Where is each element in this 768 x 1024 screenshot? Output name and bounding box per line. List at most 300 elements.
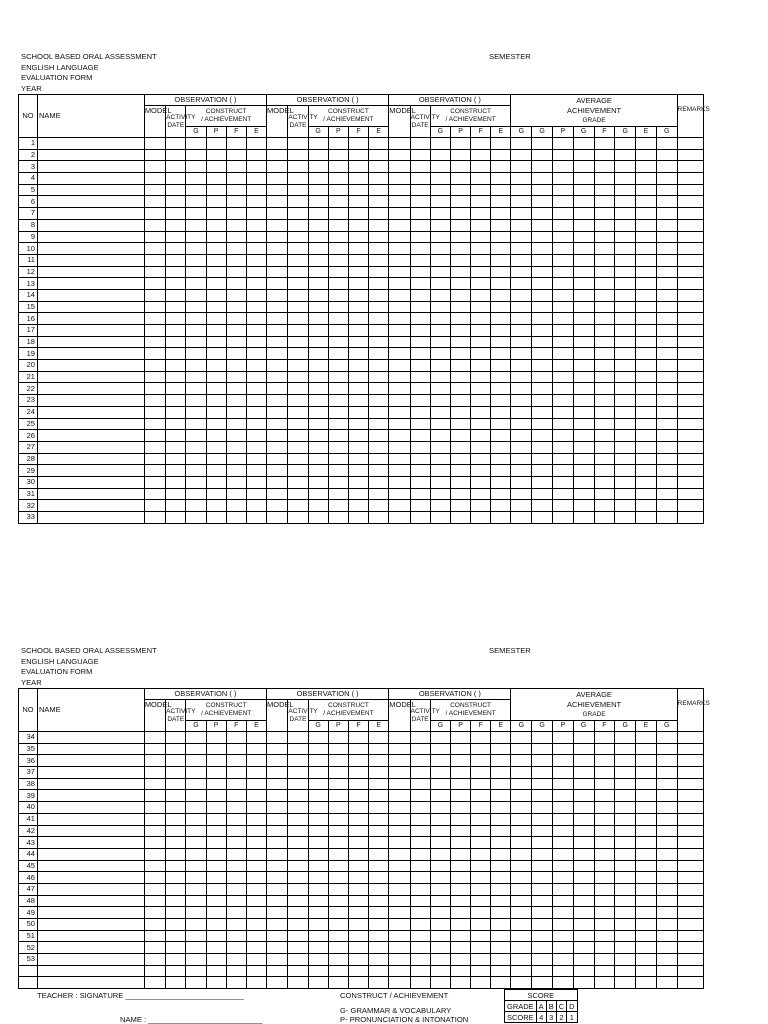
average-grade-cell[interactable] (594, 336, 615, 348)
construct-score-cell[interactable] (471, 465, 491, 477)
construct-score-cell[interactable] (450, 802, 470, 814)
activity-date-cell[interactable] (288, 977, 308, 989)
construct-score-cell[interactable] (226, 418, 246, 430)
model-cell[interactable] (389, 348, 410, 360)
construct-score-cell[interactable] (450, 313, 470, 325)
average-grade-cell[interactable] (553, 825, 574, 837)
construct-score-cell[interactable] (328, 743, 348, 755)
construct-score-cell[interactable] (226, 837, 246, 849)
average-grade-cell[interactable] (656, 138, 677, 150)
activity-date-cell[interactable] (410, 453, 430, 465)
average-grade-cell[interactable] (532, 348, 553, 360)
average-grade-cell[interactable] (511, 883, 532, 895)
construct-score-cell[interactable] (430, 977, 450, 989)
student-name-cell[interactable] (37, 278, 144, 290)
construct-score-cell[interactable] (369, 138, 389, 150)
model-cell[interactable] (267, 406, 288, 418)
construct-score-cell[interactable] (471, 965, 491, 977)
construct-score-cell[interactable] (246, 254, 266, 266)
student-name-cell[interactable] (37, 883, 144, 895)
activity-date-cell[interactable] (288, 732, 308, 744)
average-grade-cell[interactable] (656, 837, 677, 849)
model-cell[interactable] (267, 453, 288, 465)
construct-score-cell[interactable] (348, 825, 368, 837)
construct-score-cell[interactable] (491, 360, 511, 372)
construct-score-cell[interactable] (471, 837, 491, 849)
construct-score-cell[interactable] (430, 360, 450, 372)
average-grade-cell[interactable] (656, 406, 677, 418)
remarks-cell[interactable] (677, 977, 703, 989)
average-grade-cell[interactable] (615, 767, 636, 779)
student-name-cell[interactable] (37, 954, 144, 966)
model-cell[interactable] (267, 895, 288, 907)
activity-date-cell[interactable] (166, 149, 186, 161)
model-cell[interactable] (267, 965, 288, 977)
construct-score-cell[interactable] (206, 825, 226, 837)
construct-score-cell[interactable] (450, 360, 470, 372)
construct-score-cell[interactable] (348, 371, 368, 383)
construct-score-cell[interactable] (471, 196, 491, 208)
average-grade-cell[interactable] (636, 919, 657, 931)
average-grade-cell[interactable] (573, 406, 594, 418)
construct-score-cell[interactable] (471, 219, 491, 231)
construct-score-cell[interactable] (491, 848, 511, 860)
construct-score-cell[interactable] (348, 266, 368, 278)
construct-score-cell[interactable] (206, 732, 226, 744)
remarks-cell[interactable] (677, 837, 703, 849)
average-grade-cell[interactable] (532, 278, 553, 290)
average-grade-cell[interactable] (615, 149, 636, 161)
activity-date-cell[interactable] (166, 453, 186, 465)
average-grade-cell[interactable] (656, 243, 677, 255)
model-cell[interactable] (267, 173, 288, 185)
construct-score-cell[interactable] (430, 954, 450, 966)
model-cell[interactable] (267, 813, 288, 825)
construct-score-cell[interactable] (348, 500, 368, 512)
model-cell[interactable] (144, 266, 165, 278)
model-cell[interactable] (267, 383, 288, 395)
construct-score-cell[interactable] (226, 430, 246, 442)
model-cell[interactable] (267, 360, 288, 372)
construct-score-cell[interactable] (348, 813, 368, 825)
construct-score-cell[interactable] (491, 872, 511, 884)
model-cell[interactable] (144, 872, 165, 884)
average-grade-cell[interactable] (573, 790, 594, 802)
construct-score-cell[interactable] (206, 219, 226, 231)
average-grade-cell[interactable] (532, 383, 553, 395)
construct-score-cell[interactable] (206, 360, 226, 372)
average-grade-cell[interactable] (636, 360, 657, 372)
construct-score-cell[interactable] (471, 872, 491, 884)
activity-date-cell[interactable] (166, 813, 186, 825)
model-cell[interactable] (267, 266, 288, 278)
construct-score-cell[interactable] (328, 930, 348, 942)
remarks-cell[interactable] (677, 965, 703, 977)
model-cell[interactable] (267, 138, 288, 150)
student-name-cell[interactable] (37, 418, 144, 430)
average-grade-cell[interactable] (615, 872, 636, 884)
model-cell[interactable] (389, 825, 410, 837)
construct-score-cell[interactable] (308, 942, 328, 954)
construct-score-cell[interactable] (206, 848, 226, 860)
construct-score-cell[interactable] (308, 289, 328, 301)
average-grade-cell[interactable] (573, 360, 594, 372)
activity-date-cell[interactable] (166, 371, 186, 383)
construct-score-cell[interactable] (186, 430, 206, 442)
model-cell[interactable] (144, 196, 165, 208)
construct-score-cell[interactable] (369, 149, 389, 161)
construct-score-cell[interactable] (450, 395, 470, 407)
average-grade-cell[interactable] (615, 813, 636, 825)
construct-score-cell[interactable] (369, 173, 389, 185)
construct-score-cell[interactable] (471, 848, 491, 860)
construct-score-cell[interactable] (430, 802, 450, 814)
construct-score-cell[interactable] (226, 301, 246, 313)
average-grade-cell[interactable] (553, 184, 574, 196)
construct-score-cell[interactable] (246, 883, 266, 895)
construct-score-cell[interactable] (348, 512, 368, 524)
construct-score-cell[interactable] (471, 289, 491, 301)
average-grade-cell[interactable] (532, 500, 553, 512)
average-grade-cell[interactable] (532, 266, 553, 278)
average-grade-cell[interactable] (553, 802, 574, 814)
remarks-cell[interactable] (677, 383, 703, 395)
construct-score-cell[interactable] (246, 954, 266, 966)
average-grade-cell[interactable] (656, 336, 677, 348)
model-cell[interactable] (267, 371, 288, 383)
construct-score-cell[interactable] (206, 266, 226, 278)
activity-date-cell[interactable] (288, 406, 308, 418)
average-grade-cell[interactable] (636, 254, 657, 266)
construct-score-cell[interactable] (369, 336, 389, 348)
average-grade-cell[interactable] (594, 500, 615, 512)
average-grade-cell[interactable] (656, 942, 677, 954)
construct-score-cell[interactable] (186, 360, 206, 372)
average-grade-cell[interactable] (573, 825, 594, 837)
average-grade-cell[interactable] (594, 802, 615, 814)
student-name-cell[interactable] (37, 266, 144, 278)
average-grade-cell[interactable] (511, 278, 532, 290)
model-cell[interactable] (267, 778, 288, 790)
average-grade-cell[interactable] (594, 465, 615, 477)
construct-score-cell[interactable] (430, 860, 450, 872)
construct-score-cell[interactable] (186, 848, 206, 860)
average-grade-cell[interactable] (594, 430, 615, 442)
average-grade-cell[interactable] (615, 453, 636, 465)
model-cell[interactable] (144, 488, 165, 500)
average-grade-cell[interactable] (636, 231, 657, 243)
average-grade-cell[interactable] (532, 512, 553, 524)
average-grade-cell[interactable] (594, 138, 615, 150)
model-cell[interactable] (389, 441, 410, 453)
construct-score-cell[interactable] (471, 173, 491, 185)
construct-score-cell[interactable] (328, 301, 348, 313)
construct-score-cell[interactable] (450, 371, 470, 383)
construct-score-cell[interactable] (308, 243, 328, 255)
activity-date-cell[interactable] (288, 418, 308, 430)
remarks-cell[interactable] (677, 231, 703, 243)
model-cell[interactable] (267, 219, 288, 231)
model-cell[interactable] (389, 883, 410, 895)
average-grade-cell[interactable] (553, 942, 574, 954)
average-grade-cell[interactable] (656, 301, 677, 313)
average-grade-cell[interactable] (511, 942, 532, 954)
average-grade-cell[interactable] (636, 488, 657, 500)
construct-score-cell[interactable] (369, 441, 389, 453)
average-grade-cell[interactable] (532, 371, 553, 383)
construct-score-cell[interactable] (348, 138, 368, 150)
construct-score-cell[interactable] (226, 138, 246, 150)
construct-score-cell[interactable] (246, 208, 266, 220)
average-grade-cell[interactable] (594, 161, 615, 173)
activity-date-cell[interactable] (288, 813, 308, 825)
average-grade-cell[interactable] (615, 895, 636, 907)
average-grade-cell[interactable] (615, 360, 636, 372)
construct-score-cell[interactable] (348, 430, 368, 442)
construct-score-cell[interactable] (491, 149, 511, 161)
average-grade-cell[interactable] (636, 767, 657, 779)
construct-score-cell[interactable] (246, 942, 266, 954)
construct-score-cell[interactable] (450, 790, 470, 802)
model-cell[interactable] (389, 802, 410, 814)
average-grade-cell[interactable] (615, 254, 636, 266)
average-grade-cell[interactable] (656, 512, 677, 524)
model-cell[interactable] (144, 441, 165, 453)
construct-score-cell[interactable] (226, 825, 246, 837)
student-name-cell[interactable] (37, 930, 144, 942)
activity-date-cell[interactable] (410, 161, 430, 173)
student-name-cell[interactable] (37, 301, 144, 313)
activity-date-cell[interactable] (288, 767, 308, 779)
average-grade-cell[interactable] (636, 907, 657, 919)
construct-score-cell[interactable] (348, 161, 368, 173)
average-grade-cell[interactable] (573, 732, 594, 744)
construct-score-cell[interactable] (348, 790, 368, 802)
construct-score-cell[interactable] (206, 348, 226, 360)
construct-score-cell[interactable] (471, 930, 491, 942)
activity-date-cell[interactable] (288, 313, 308, 325)
construct-score-cell[interactable] (186, 895, 206, 907)
construct-score-cell[interactable] (450, 231, 470, 243)
construct-score-cell[interactable] (348, 919, 368, 931)
construct-score-cell[interactable] (430, 301, 450, 313)
average-grade-cell[interactable] (615, 243, 636, 255)
activity-date-cell[interactable] (166, 802, 186, 814)
activity-date-cell[interactable] (166, 348, 186, 360)
model-cell[interactable] (267, 488, 288, 500)
construct-score-cell[interactable] (491, 465, 511, 477)
average-grade-cell[interactable] (511, 231, 532, 243)
model-cell[interactable] (144, 243, 165, 255)
construct-score-cell[interactable] (430, 825, 450, 837)
student-name-cell[interactable] (37, 208, 144, 220)
model-cell[interactable] (389, 231, 410, 243)
average-grade-cell[interactable] (511, 430, 532, 442)
average-grade-cell[interactable] (615, 942, 636, 954)
construct-score-cell[interactable] (246, 512, 266, 524)
average-grade-cell[interactable] (553, 743, 574, 755)
average-grade-cell[interactable] (636, 802, 657, 814)
construct-score-cell[interactable] (450, 919, 470, 931)
student-name-cell[interactable] (37, 360, 144, 372)
average-grade-cell[interactable] (615, 219, 636, 231)
activity-date-cell[interactable] (166, 465, 186, 477)
construct-score-cell[interactable] (430, 883, 450, 895)
model-cell[interactable] (144, 348, 165, 360)
construct-score-cell[interactable] (206, 512, 226, 524)
construct-score-cell[interactable] (348, 895, 368, 907)
construct-score-cell[interactable] (369, 430, 389, 442)
construct-score-cell[interactable] (246, 778, 266, 790)
activity-date-cell[interactable] (166, 289, 186, 301)
construct-score-cell[interactable] (348, 441, 368, 453)
model-cell[interactable] (267, 336, 288, 348)
student-name-cell[interactable] (37, 825, 144, 837)
model-cell[interactable] (144, 848, 165, 860)
student-name-cell[interactable] (37, 512, 144, 524)
construct-score-cell[interactable] (206, 790, 226, 802)
activity-date-cell[interactable] (288, 790, 308, 802)
average-grade-cell[interactable] (532, 942, 553, 954)
model-cell[interactable] (267, 954, 288, 966)
average-grade-cell[interactable] (573, 802, 594, 814)
average-grade-cell[interactable] (511, 778, 532, 790)
average-grade-cell[interactable] (511, 360, 532, 372)
average-grade-cell[interactable] (573, 778, 594, 790)
student-name-cell[interactable] (37, 395, 144, 407)
model-cell[interactable] (144, 336, 165, 348)
construct-score-cell[interactable] (206, 325, 226, 337)
average-grade-cell[interactable] (511, 837, 532, 849)
construct-score-cell[interactable] (348, 965, 368, 977)
activity-date-cell[interactable] (410, 278, 430, 290)
construct-score-cell[interactable] (491, 219, 511, 231)
construct-score-cell[interactable] (471, 895, 491, 907)
average-grade-cell[interactable] (573, 325, 594, 337)
average-grade-cell[interactable] (553, 465, 574, 477)
construct-score-cell[interactable] (491, 512, 511, 524)
average-grade-cell[interactable] (532, 231, 553, 243)
activity-date-cell[interactable] (166, 325, 186, 337)
average-grade-cell[interactable] (594, 488, 615, 500)
construct-score-cell[interactable] (348, 325, 368, 337)
average-grade-cell[interactable] (553, 313, 574, 325)
construct-score-cell[interactable] (226, 243, 246, 255)
construct-score-cell[interactable] (246, 313, 266, 325)
remarks-cell[interactable] (677, 325, 703, 337)
average-grade-cell[interactable] (532, 441, 553, 453)
average-grade-cell[interactable] (656, 219, 677, 231)
model-cell[interactable] (267, 313, 288, 325)
construct-score-cell[interactable] (206, 883, 226, 895)
average-grade-cell[interactable] (615, 208, 636, 220)
construct-score-cell[interactable] (206, 977, 226, 989)
construct-score-cell[interactable] (226, 196, 246, 208)
construct-score-cell[interactable] (450, 930, 470, 942)
model-cell[interactable] (144, 161, 165, 173)
construct-score-cell[interactable] (186, 825, 206, 837)
construct-score-cell[interactable] (471, 161, 491, 173)
construct-score-cell[interactable] (348, 977, 368, 989)
model-cell[interactable] (389, 301, 410, 313)
construct-score-cell[interactable] (348, 336, 368, 348)
construct-score-cell[interactable] (430, 778, 450, 790)
construct-score-cell[interactable] (246, 848, 266, 860)
construct-score-cell[interactable] (430, 488, 450, 500)
activity-date-cell[interactable] (166, 755, 186, 767)
construct-score-cell[interactable] (308, 231, 328, 243)
model-cell[interactable] (267, 860, 288, 872)
average-grade-cell[interactable] (656, 500, 677, 512)
average-grade-cell[interactable] (594, 883, 615, 895)
model-cell[interactable] (267, 500, 288, 512)
activity-date-cell[interactable] (410, 895, 430, 907)
average-grade-cell[interactable] (573, 860, 594, 872)
activity-date-cell[interactable] (288, 348, 308, 360)
construct-score-cell[interactable] (471, 825, 491, 837)
student-name-cell[interactable] (37, 243, 144, 255)
construct-score-cell[interactable] (246, 732, 266, 744)
activity-date-cell[interactable] (166, 919, 186, 931)
construct-score-cell[interactable] (308, 149, 328, 161)
construct-score-cell[interactable] (328, 732, 348, 744)
remarks-cell[interactable] (677, 790, 703, 802)
average-grade-cell[interactable] (615, 860, 636, 872)
average-grade-cell[interactable] (656, 732, 677, 744)
activity-date-cell[interactable] (288, 778, 308, 790)
average-grade-cell[interactable] (511, 767, 532, 779)
student-name-cell[interactable] (37, 173, 144, 185)
activity-date-cell[interactable] (410, 512, 430, 524)
construct-score-cell[interactable] (450, 301, 470, 313)
remarks-cell[interactable] (677, 441, 703, 453)
construct-score-cell[interactable] (246, 196, 266, 208)
construct-score-cell[interactable] (328, 383, 348, 395)
average-grade-cell[interactable] (573, 313, 594, 325)
construct-score-cell[interactable] (328, 395, 348, 407)
construct-score-cell[interactable] (328, 278, 348, 290)
model-cell[interactable] (144, 965, 165, 977)
average-grade-cell[interactable] (511, 488, 532, 500)
construct-score-cell[interactable] (328, 790, 348, 802)
construct-score-cell[interactable] (226, 476, 246, 488)
average-grade-cell[interactable] (553, 954, 574, 966)
remarks-cell[interactable] (677, 512, 703, 524)
average-grade-cell[interactable] (594, 360, 615, 372)
construct-score-cell[interactable] (430, 138, 450, 150)
construct-score-cell[interactable] (186, 441, 206, 453)
model-cell[interactable] (389, 371, 410, 383)
average-grade-cell[interactable] (594, 895, 615, 907)
activity-date-cell[interactable] (410, 977, 430, 989)
construct-score-cell[interactable] (369, 802, 389, 814)
activity-date-cell[interactable] (166, 418, 186, 430)
average-grade-cell[interactable] (532, 418, 553, 430)
construct-score-cell[interactable] (430, 325, 450, 337)
construct-score-cell[interactable] (348, 778, 368, 790)
average-grade-cell[interactable] (636, 465, 657, 477)
average-grade-cell[interactable] (553, 453, 574, 465)
construct-score-cell[interactable] (328, 243, 348, 255)
model-cell[interactable] (389, 325, 410, 337)
construct-score-cell[interactable] (308, 907, 328, 919)
average-grade-cell[interactable] (615, 266, 636, 278)
construct-score-cell[interactable] (369, 313, 389, 325)
average-grade-cell[interactable] (636, 430, 657, 442)
activity-date-cell[interactable] (410, 883, 430, 895)
construct-score-cell[interactable] (186, 231, 206, 243)
construct-score-cell[interactable] (186, 977, 206, 989)
